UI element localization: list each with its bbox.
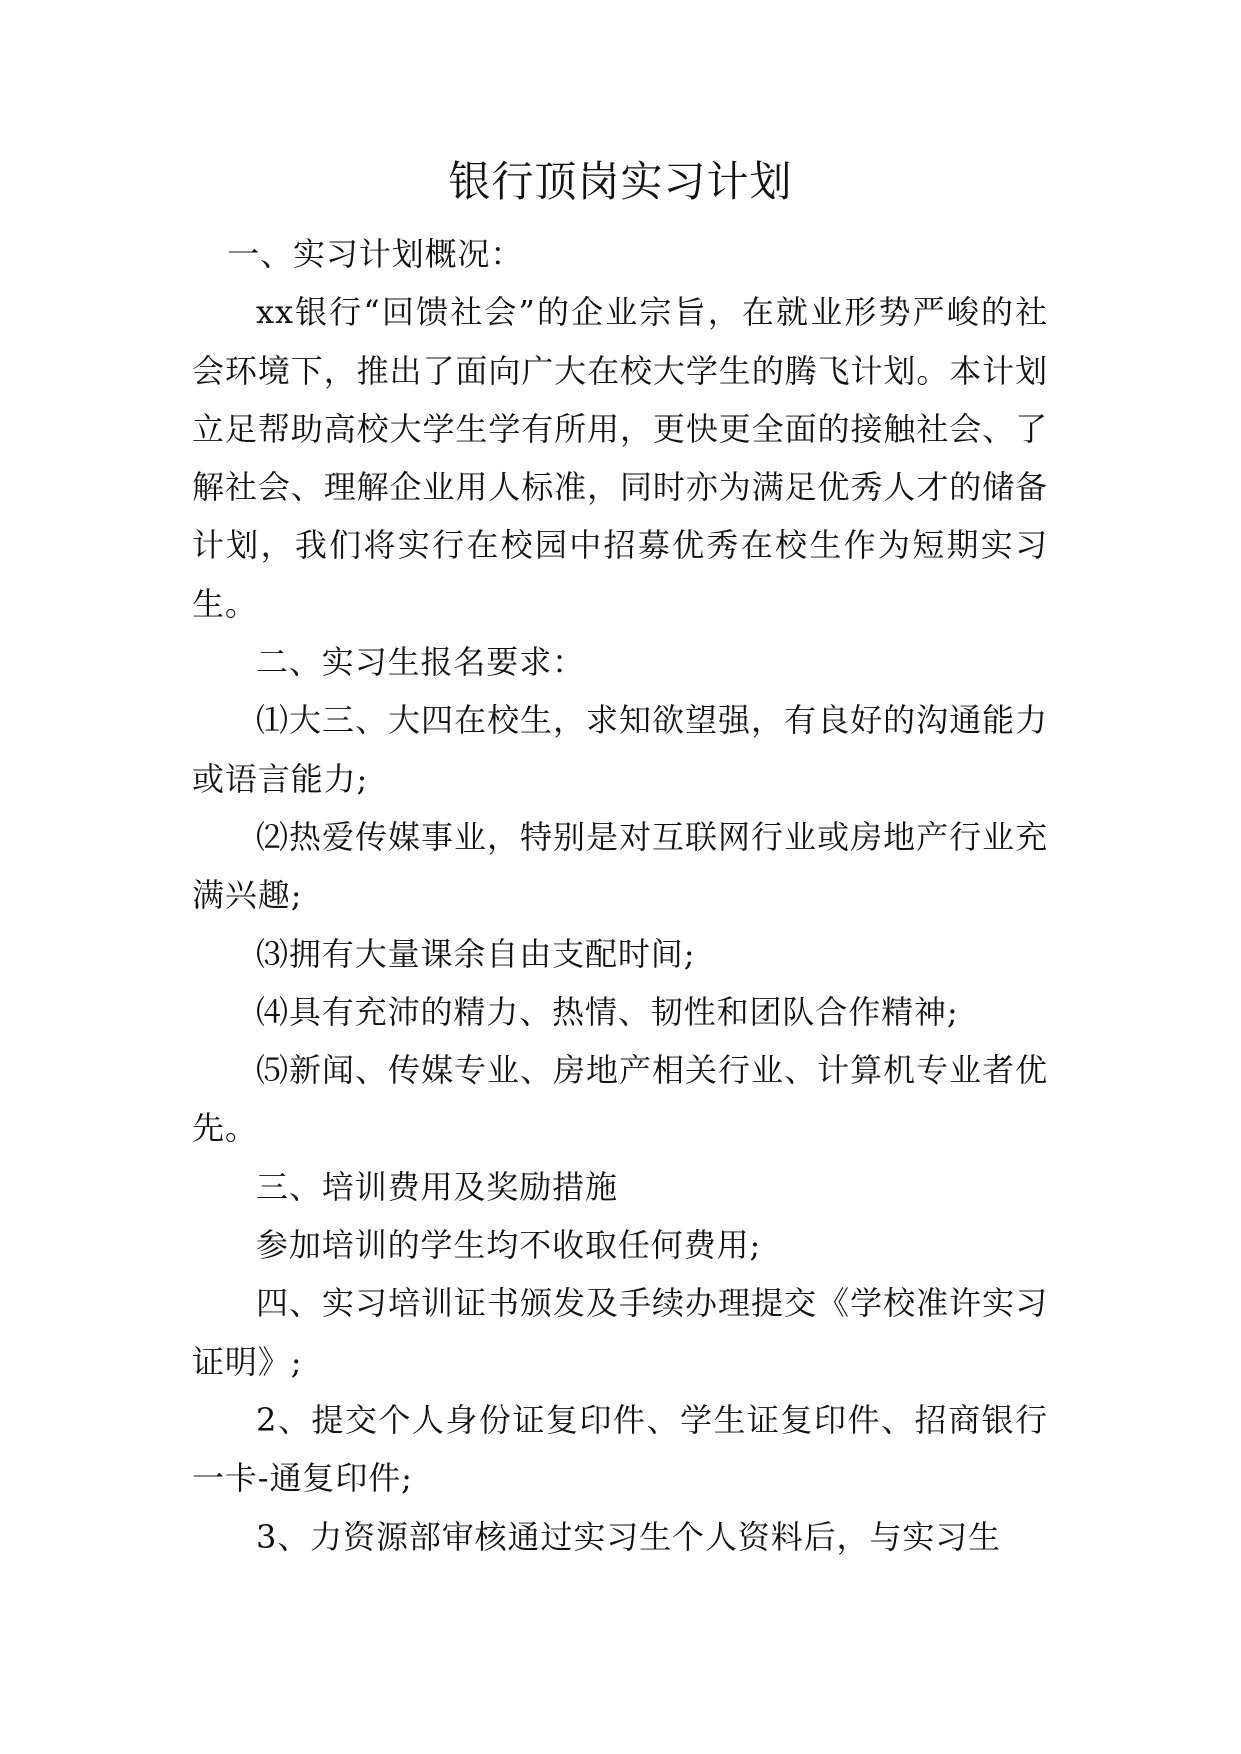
requirement-item-5: ⑸新闻、传媒专业、房地产相关行业、计算机专业者优先。 [192,1051,1048,1148]
requirement-item-1: ⑴大三、大四在校生，求知欲望强，有良好的沟通能力或语言能力; [192,701,1048,798]
section-heading-fees: 三、培训费用及奖励措施 [256,1167,618,1206]
fees-paragraph: 参加培训的学生均不收取任何费用; [256,1226,762,1265]
document-body [192,225,1048,1566]
requirement-item-4: ⑷具有充沛的精力、热情、韧性和团队合作精神; [256,992,959,1031]
certificate-item-3: 3、力资源部审核通过实习生个人资料后，与实习生 [256,1517,1002,1556]
section-heading-requirements: 二、实习生报名要求： [256,643,586,682]
requirement-item-3: ⑶拥有大量课余自由支配时间; [256,934,696,973]
requirement-item-2: ⑵热爱传媒事业，特别是对互联网行业或房地产行业充满兴趣; [192,817,1048,915]
document-title: 银行顶岗实习计划 [448,157,793,206]
certificate-item-2: 2、提交个人身份证复印件、学生证复印件、招商银行一卡-通复印件; [192,1400,1048,1498]
overview-paragraph: xx银行“回馈社会”的企业宗旨，在就业形势严峻的社会环境下，推出了面向广大在校大学生的腾飞计划。本计划立足帮助高校大学生学有所用，更快更全面的接触社会、了解社会、理解企业用人标准，同时亦为满足优秀人才的储备计划，我们将实行在校园中招募优秀在校生作为短期实习生。 [192,293,1048,623]
section-heading-certificate: 四、实习培训证书颁发及手续办理提交《学校准许实习证明》; [192,1284,1048,1381]
section-heading-overview: 一、实习计划概况： [227,235,524,273]
